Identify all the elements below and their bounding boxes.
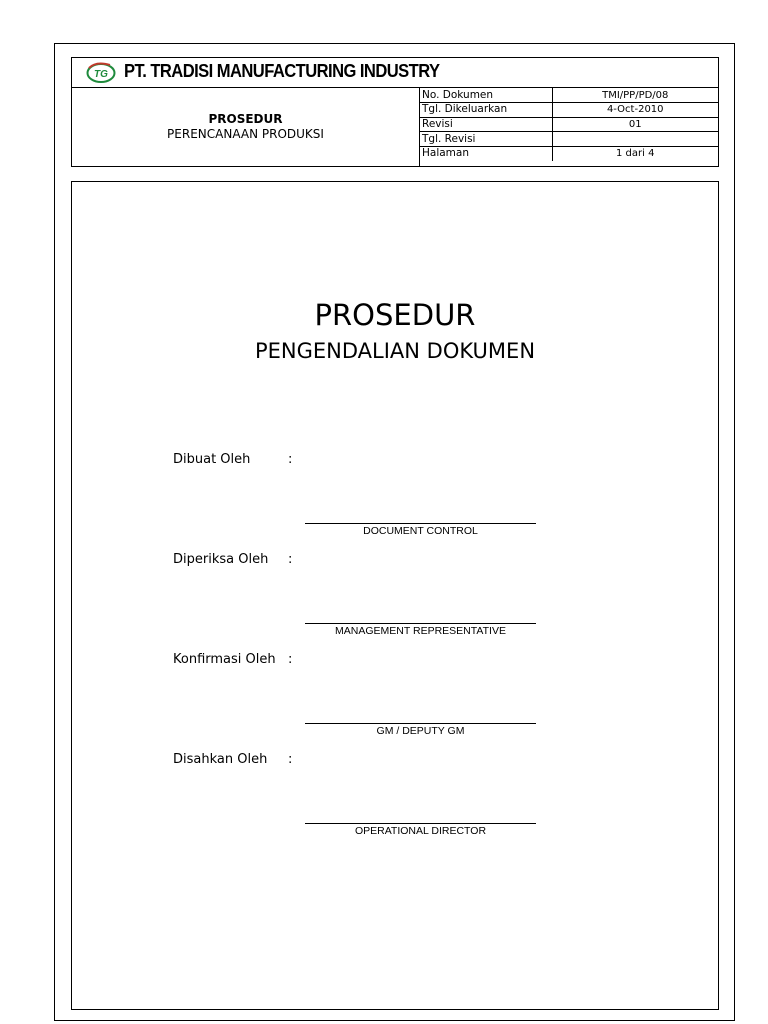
signature-line [305, 623, 536, 624]
table-row [420, 103, 718, 118]
document-subtitle: PENGENDALIAN DOKUMEN [254, 339, 536, 363]
info-label: No. Dokumen [420, 88, 552, 103]
info-value: 01 [552, 117, 718, 132]
document-title: PROSEDUR [314, 298, 476, 332]
signature-label: Diperiksa Oleh [173, 552, 269, 567]
signature-role: GM / DEPUTY GM [376, 725, 465, 737]
signature-colon: : [288, 752, 293, 767]
info-value: TMI/PP/PD/08 [552, 88, 718, 103]
signature-role: MANAGEMENT REPRESENTATIVE [335, 625, 506, 637]
info-label: Tgl. Dikeluarkan [420, 103, 552, 118]
signature-colon: : [288, 552, 293, 567]
info-label: Revisi [420, 117, 552, 132]
signature-colon: : [288, 452, 293, 467]
document-info-table [420, 88, 718, 161]
signature-line [305, 523, 536, 524]
signature-line [305, 823, 536, 824]
signature-line [305, 723, 536, 724]
info-value: 4-Oct-2010 [552, 103, 718, 118]
info-label: Halaman [420, 146, 552, 161]
signature-label: Dibuat Oleh [173, 452, 251, 467]
signature-role: OPERATIONAL DIRECTOR [354, 825, 487, 837]
company-logo-icon [86, 62, 116, 84]
signature-label: Disahkan Oleh [173, 752, 268, 767]
table-row [420, 132, 718, 147]
header-subtitle: PERENCANAAN PRODUKSI [167, 127, 324, 141]
header-title: PROSEDUR [208, 112, 283, 126]
table-row [420, 88, 718, 103]
info-label: Tgl. Revisi [420, 132, 552, 147]
signature-colon: : [288, 652, 293, 667]
info-value [552, 132, 718, 147]
cover-content [71, 181, 719, 1010]
signature-label: Konfirmasi Oleh [173, 652, 276, 667]
header-title-cell [72, 88, 420, 166]
company-name: PT. TRADISI MANUFACTURING INDUSTRY [124, 61, 440, 81]
document-header [71, 57, 719, 167]
table-row [420, 117, 718, 132]
logo-text: TG [94, 69, 108, 80]
signature-role: DOCUMENT CONTROL [363, 525, 478, 537]
table-row [420, 146, 718, 161]
info-value: 1 dari 4 [552, 146, 718, 161]
company-banner [72, 58, 718, 88]
